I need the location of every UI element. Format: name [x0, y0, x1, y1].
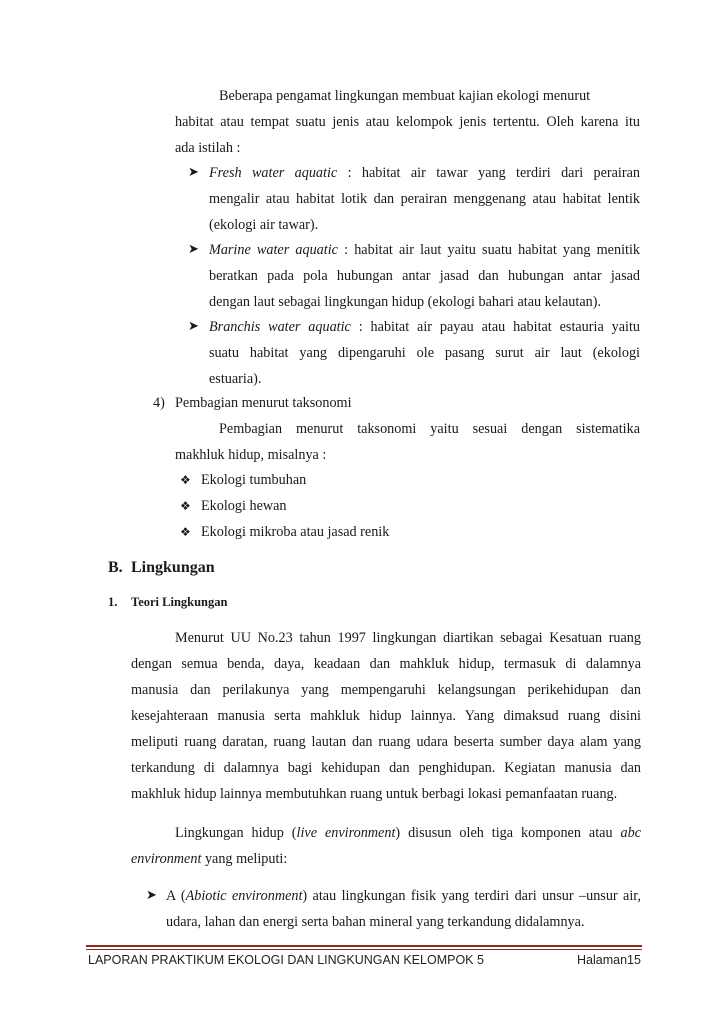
- para-text: ada istilah :: [175, 140, 241, 156]
- list-item-text: : habitat air laut yaitu suatu habitat yang menitik: [337, 242, 640, 258]
- section-heading: Lingkungan: [131, 559, 215, 576]
- list-item-text: Ekologi mikroba atau jasad renik: [201, 524, 390, 540]
- text-run: A (: [166, 888, 186, 904]
- para-text: kesejahteraan manusia serta mahkluk hidup lainnya. Yang dimaksud ruang disini: [131, 708, 641, 724]
- diamond-bullet-icon: ❖: [180, 499, 191, 513]
- arrow-bullet-icon: ➤: [188, 165, 199, 180]
- list-item-text: beratkan pada pola hubungan antar jasad dan hubungan antar jasad: [209, 268, 640, 284]
- term-text: Marine water aquatic: [209, 242, 338, 258]
- list-item-text: dengan laut sebagai lingkungan hidup (ekologi bahari atau kelautan).: [209, 294, 601, 310]
- list-item-text: suatu habitat yang dipengaruhi ole pasang surut air laut (ekologi: [209, 345, 640, 361]
- list-item-text: : habitat air tawar yang terdiri dari perairan: [337, 165, 640, 181]
- list-item-text: mengalir atau habitat lotik dan perairan menggenang atau habitat lentik: [209, 191, 640, 207]
- arrow-bullet-icon: ➤: [188, 319, 199, 334]
- list-item: [209, 318, 640, 336]
- list-number: 4): [153, 395, 165, 411]
- italic-term: Abiotic environment: [185, 888, 303, 904]
- list-item-text: Ekologi tumbuhan: [201, 472, 307, 488]
- diamond-bullet-icon: ❖: [180, 473, 191, 487]
- subsection-label: 1.: [108, 595, 118, 609]
- list-item-text: : habitat air payau atau habitat estauria yaitu: [350, 319, 640, 335]
- page-number: Halaman15: [577, 953, 641, 967]
- list-item: [166, 887, 641, 905]
- text-run: yang meliputi:: [201, 851, 288, 867]
- list-item-text: (ekologi air tawar).: [209, 217, 319, 233]
- para-text: Menurut UU No.23 tahun 1997 lingkungan diartikan sebagai Kesatuan ruang: [175, 630, 641, 646]
- text-run: Lingkungan hidup (: [175, 825, 297, 841]
- para-text: [131, 850, 287, 868]
- term-text: Branchis water aquatic: [209, 319, 351, 335]
- list-item-title: Pembagian menurut taksonomi: [175, 395, 352, 411]
- para-text: terkandung di dalamnya bagi kehidupan dan penghidupan. Kegiatan manusia dan: [131, 760, 641, 776]
- para-text: makhluk hidup lainnya membutuhkan ruang untuk berbagi lokasi pemanfaatan ruang.: [131, 786, 618, 802]
- para-text: dengan semua benda, daya, keadaan dan mahkluk hidup, termasuk di dalamnya: [131, 656, 641, 672]
- text-run: ) disusun oleh tiga komponen atau: [395, 825, 621, 841]
- para-text: [175, 824, 641, 842]
- italic-term: abc: [620, 825, 642, 841]
- list-item: [209, 241, 640, 259]
- text-run: ) atau lingkungan fisik yang terdiri dari unsur –unsur air,: [302, 888, 641, 904]
- para-text: Pembagian menurut taksonomi yaitu sesuai dengan sistematika: [219, 421, 640, 437]
- para-text: meliputi ruang daratan, ruang lautan dan ruang udara beserta sumber daya alam yang: [131, 734, 641, 750]
- term-text: Fresh water aquatic: [209, 165, 338, 181]
- diamond-bullet-icon: ❖: [180, 525, 191, 539]
- italic-term: live environment: [296, 825, 396, 841]
- list-item-text: udara, lahan dan energi serta bahan mineral yang terkandung didalamnya.: [166, 914, 585, 930]
- list-item-text: Ekologi hewan: [201, 498, 287, 514]
- footer-rule: [86, 945, 642, 947]
- arrow-bullet-icon: ➤: [146, 888, 157, 903]
- arrow-bullet-icon: ➤: [188, 242, 199, 257]
- list-item-text: estuaria).: [209, 371, 262, 387]
- footer-rule: [86, 949, 642, 950]
- para-text: Beberapa pengamat lingkungan membuat kajian ekologi menurut: [219, 88, 591, 104]
- para-text: makhluk hidup, misalnya :: [175, 447, 327, 463]
- subsection-heading: Teori Lingkungan: [131, 595, 228, 609]
- section-label: B.: [108, 559, 123, 576]
- list-item: [209, 164, 640, 182]
- italic-term: environment: [131, 851, 202, 867]
- para-text: manusia dan perilakunya yang mempengaruhi kelangsungan perikehidupan dan: [131, 682, 641, 698]
- footer-title: LAPORAN PRAKTIKUM EKOLOGI DAN LINGKUNGAN KELOMPOK 5: [88, 953, 484, 967]
- para-text: habitat atau tempat suatu jenis atau kelompok jenis tertentu. Oleh karena itu: [175, 114, 640, 130]
